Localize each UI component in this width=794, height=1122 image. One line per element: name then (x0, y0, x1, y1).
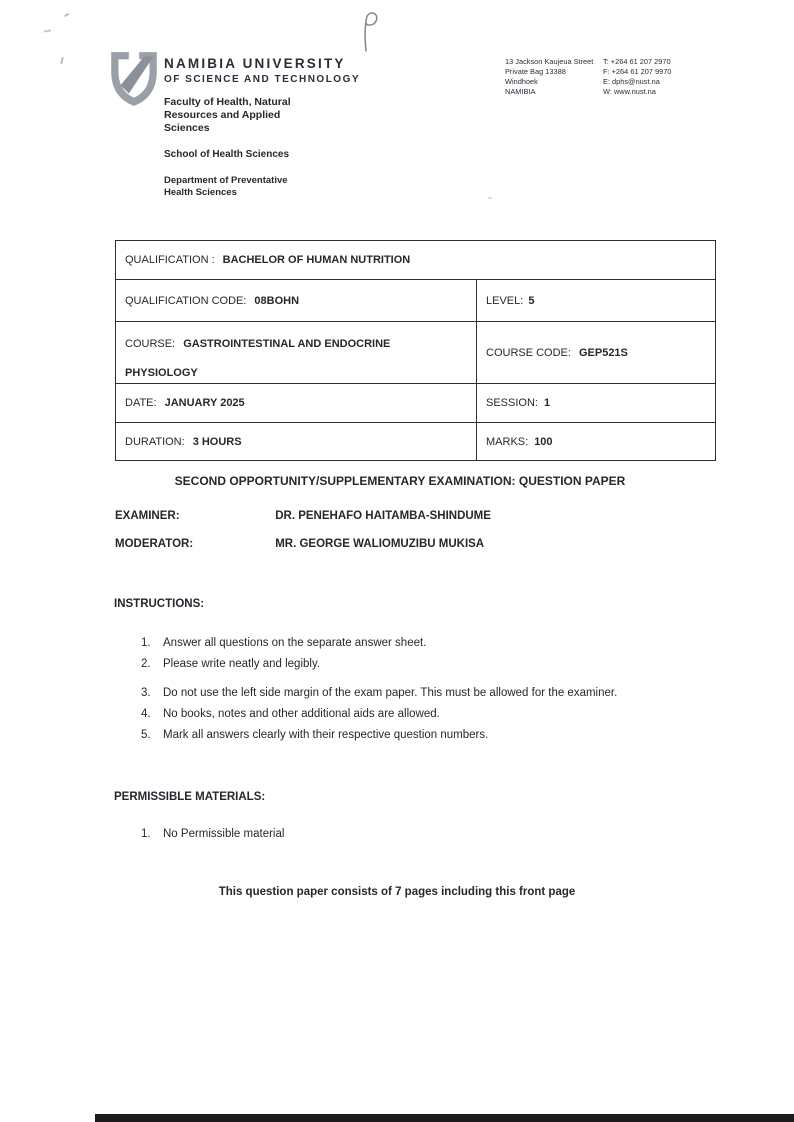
instruction-item: 5. Mark all answers clearly with their respective question numbers. (141, 729, 489, 741)
scan-speck (60, 57, 64, 64)
duration-value: 3 HOURS (192, 435, 242, 448)
table-row-code-level (116, 279, 715, 321)
page-count-note: This question paper consists of 7 pages including this front page (218, 886, 576, 898)
scan-edge-artifact (95, 1114, 794, 1122)
instructions-heading: INSTRUCTIONS: (114, 598, 205, 610)
examiner-row (115, 510, 491, 522)
scan-speck (488, 197, 492, 199)
permissible-materials-list (141, 824, 541, 845)
table-row-qualification (116, 241, 715, 279)
university-tagline: OF SCIENCE AND TECHNOLOGY (164, 74, 361, 85)
instruction-item: 2. Please write neatly and legibly. (141, 658, 321, 670)
marks-label: MARKS: (486, 435, 529, 448)
examiner-name: DR. PENEHAFO HAITAMBA-SHINDUME (275, 510, 491, 522)
level-value: 5 (528, 294, 535, 307)
university-contact: T: +264 61 207 2970 F: +264 61 207 9970 E: dphs@nust.na W: www.nust.na (603, 57, 672, 96)
handwritten-p-mark (351, 10, 389, 54)
course-label: COURSE: (125, 338, 176, 350)
level-label: LEVEL: (486, 294, 524, 307)
university-address: 13 Jackson Kaujeua Street Private Bag 13388 Windhoek NAMIBIA (505, 57, 594, 96)
course-code-label: COURSE CODE: (486, 346, 571, 359)
marks-value: 100 (534, 435, 553, 448)
duration-label: DURATION: (125, 435, 185, 448)
exam-paper-title: SECOND OPPORTUNITY/SUPPLEMENTARY EXAMINATION: QUESTION PAPER (174, 474, 626, 488)
faculty-name: Faculty of Health, Natural Resources and Applied Sciences (164, 96, 291, 134)
table-row-duration-marks (116, 422, 715, 460)
moderator-label: MODERATOR: (115, 538, 194, 550)
exam-info-table (115, 240, 716, 461)
school-name: School of Health Sciences (164, 149, 290, 160)
qualification-label: QUALIFICATION : (125, 254, 215, 266)
permissible-item: 1. No Permissible material (141, 828, 285, 840)
nust-shield-icon (107, 49, 161, 107)
date-value: JANUARY 2025 (164, 397, 245, 409)
instruction-item: 1. Answer all questions on the separate answer sheet. (141, 637, 427, 649)
instruction-item: 4. No books, notes and other additional aids are allowed. (141, 708, 440, 720)
course-code-value: GEP521S (578, 346, 628, 359)
instruction-item: 3. Do not use the left side margin of the exam paper. This must be allowed for the examiner. (141, 687, 618, 699)
qualification-code-label: QUALIFICATION CODE: (125, 294, 247, 307)
university-name: NAMIBIA UNIVERSITY (164, 56, 346, 71)
table-row-course (116, 321, 715, 383)
table-row-date-session (116, 383, 715, 422)
scan-speck (44, 30, 51, 33)
session-value: 1 (543, 397, 551, 409)
examiner-label: EXAMINER: (115, 510, 180, 522)
qualification-value: BACHELOR OF HUMAN NUTRITION (222, 254, 411, 266)
instructions-list (141, 633, 697, 746)
course-value: GASTROINTESTINAL AND ENDOCRINE PHYSIOLOGY (125, 338, 391, 379)
permissible-materials-heading: PERMISSIBLE MATERIALS: (114, 791, 266, 803)
scan-speck (64, 13, 69, 17)
session-label: SESSION: (486, 397, 538, 409)
date-label: DATE: (125, 397, 157, 409)
moderator-row (115, 538, 484, 550)
department-name: Department of Preventative Health Sciences (164, 175, 288, 198)
qualification-code-value: 08BOHN (254, 294, 300, 307)
moderator-name: MR. GEORGE WALIOMUZIBU MUKISA (275, 538, 485, 550)
